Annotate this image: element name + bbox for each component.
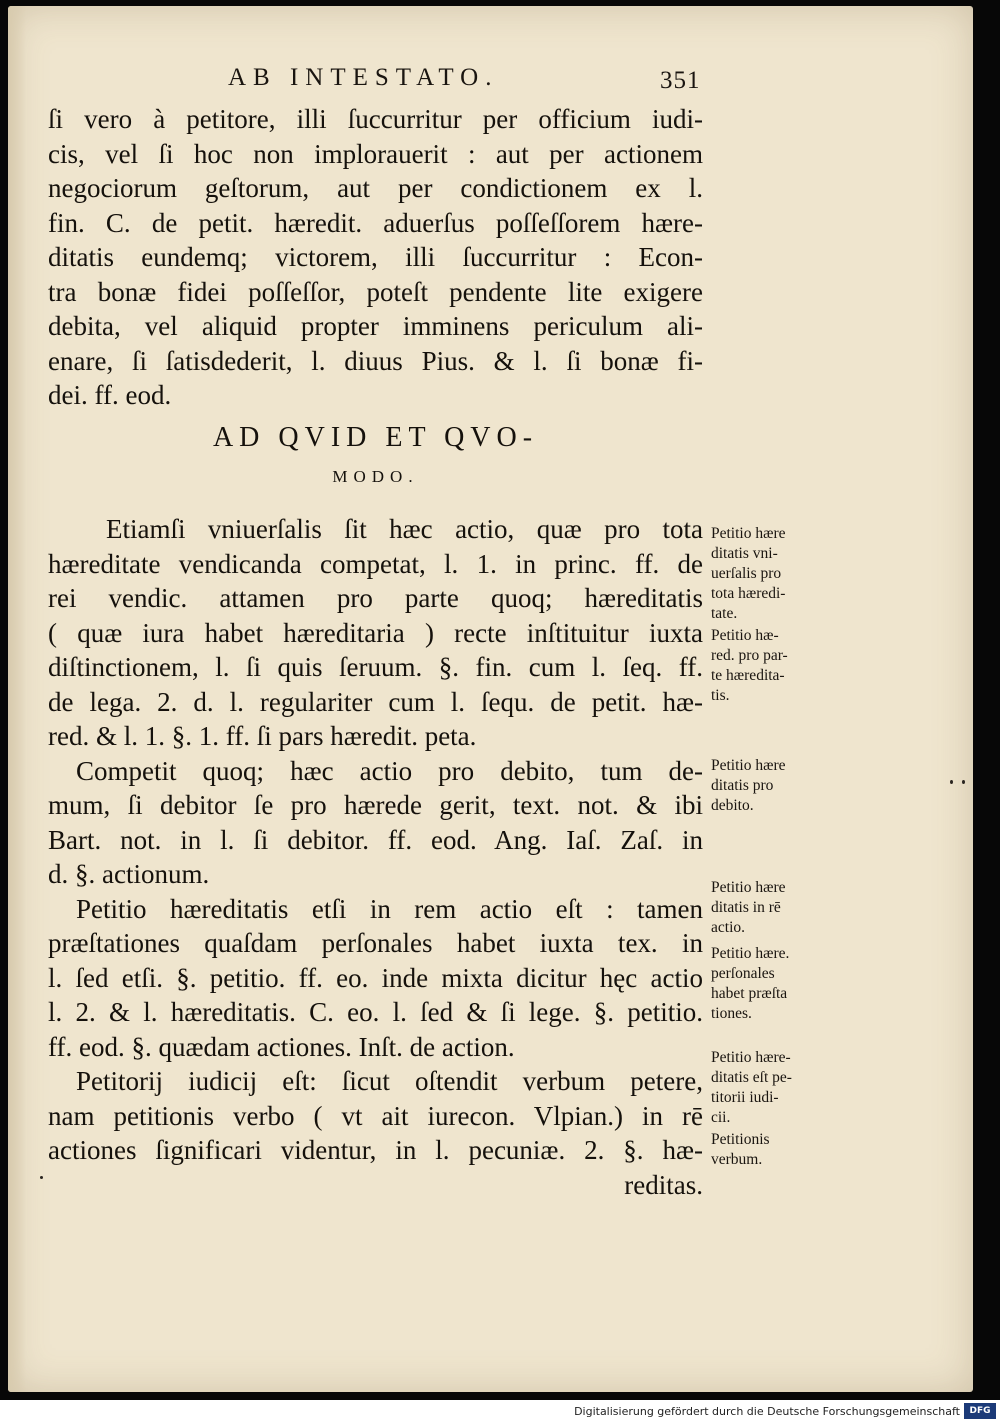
text-line: debita, vel aliquid propter imminens periculum ali-: [48, 311, 703, 341]
catchword: reditas.: [624, 1169, 703, 1200]
section-heading-line: AD QVID ET QVO-: [212, 422, 539, 453]
text-line: actiones ſignificari videntur, in l. pecuniæ. 2. §. hæ-: [48, 1135, 703, 1165]
marginal-note-line: Petitionis: [711, 1131, 770, 1148]
marginal-note-line: Petitio hære: [711, 879, 786, 896]
marginal-note-line: Petitio hære: [711, 525, 786, 542]
marginal-note: [711, 626, 841, 706]
text-line: red. & l. 1. §. 1. ff. ſi pars hæredit. peta.: [48, 721, 477, 751]
text-line: fin. C. de petit. hæredit. aduerſus poſſeſſorem hære-: [48, 207, 703, 238]
marginal-note: [711, 1048, 841, 1128]
marginal-note-line: habet præſta: [711, 985, 788, 1002]
footer-credit: Digitalisierung gefördert durch die Deutsche Forschungsgemeinschaft: [574, 1405, 960, 1418]
text-line: dei. ff. eod.: [48, 380, 172, 410]
text-line: negociorum geſtorum, aut per condictionem ex l.: [48, 173, 703, 203]
marginal-note-line: verbum.: [711, 1151, 763, 1168]
ink-speck: [950, 780, 953, 784]
marginal-note-line: ditatis pro: [711, 777, 774, 794]
marginal-note-line: ditatis eſt pe-: [711, 1069, 792, 1086]
text-line: Etiamſi vniuerſalis ſit hæc actio, quæ pro tota: [106, 514, 703, 544]
marginal-note: [711, 944, 841, 1024]
text-line: mum, ſi debitor ſe pro hærede gerit, text. not. & ibi: [48, 790, 703, 820]
marginal-note-line: debito.: [711, 797, 754, 814]
marginal-note-line: Petitio hære-: [711, 1049, 791, 1066]
text-line: nam petitionis verbo ( vt ait iurecon. Vlpian.) in rē: [48, 1100, 703, 1131]
marginal-note-line: Petitio hære.: [711, 945, 790, 962]
marginal-note-line: tiones.: [711, 1005, 752, 1022]
running-head: [228, 64, 748, 98]
text-line: ſi vero à petitore, illi ſuccurritur per officium iudi-: [48, 104, 703, 134]
text-line: enare, ſi ſatisdederit, l. diuus Pius. & l. ſi bonæ fi-: [48, 345, 703, 376]
marginal-note-line: te hæredita-: [711, 667, 785, 684]
text-line: diſtinctionem, l. ſi quis ſeruum. §. fin. cum l. ſeq. ff.: [48, 652, 703, 682]
dfg-logo: DFG: [964, 1403, 996, 1419]
paragraph-top: [48, 102, 703, 413]
text-line: ( quæ iura habet hæreditaria ) recte inſtituitur iuxta: [48, 617, 703, 648]
marginal-note-line: tota hæredi-: [711, 585, 786, 602]
page-number: 351: [660, 67, 701, 94]
text-line: rei vendic. attamen pro parte quoq; hæreditatis: [48, 583, 703, 613]
text-line: tra bonæ fidei poſſeſſor, poteſt pendente lite exigere: [48, 276, 703, 307]
footer-bar: [0, 1400, 1000, 1424]
marginal-note-line: ditatis vni-: [711, 545, 778, 562]
text-line: Petitorij iudicij eſt: ſicut oſtendit verbum petere,: [76, 1066, 703, 1096]
text-line: cis, vel ſi hoc non implorauerit : aut per actionem: [48, 138, 703, 169]
page-gutter-shadow: [8, 6, 26, 1392]
text-line: ditatis eundemq; victorem, illi ſuccurritur : Econ-: [48, 242, 703, 272]
text-line: præſtationes quaſdam perſonales habet iuxta tex. in: [48, 928, 703, 958]
ink-speck: [962, 780, 965, 784]
marginal-note-line: Petitio hære: [711, 757, 786, 774]
text-line: d. §. actionum.: [48, 859, 210, 889]
text-line: hæreditate vendicanda competat, l. 1. in princ. ff. de: [48, 548, 703, 579]
book-page: [8, 6, 973, 1392]
text-line: ff. eod. §. quædam actiones. Inſt. de action.: [48, 1031, 515, 1062]
marginal-note: [711, 1130, 841, 1170]
marginal-note-line: titorii iudi-: [711, 1089, 779, 1106]
marginal-note-line: tis.: [711, 687, 730, 704]
paragraph-main: [48, 512, 703, 1202]
marginal-note: [711, 878, 841, 938]
marginal-note-line: actio.: [711, 919, 745, 936]
text-line: Petitio hæreditatis etſi in rem actio eſt : tamen: [76, 893, 703, 924]
text-line: de lega. 2. d. l. regulariter cum l. ſequ. de petit. hæ-: [48, 686, 703, 717]
marginal-note-line: tate.: [711, 605, 738, 622]
text-line: l. ſed etſi. §. petitio. ff. eo. inde mixta dicitur hęc actio: [48, 962, 703, 993]
text-line: l. 2. & l. hæreditatis. C. eo. l. ſed & ſi lege. §. petitio.: [48, 997, 703, 1027]
ink-speck: [40, 1176, 43, 1179]
marginal-note-line: red. pro par-: [711, 647, 788, 664]
marginal-note-line: Petitio hæ-: [711, 627, 779, 644]
marginal-note: [711, 524, 841, 624]
marginal-note-line: cii.: [711, 1109, 731, 1126]
marginal-note: [711, 756, 841, 816]
text-line: Bart. not. in l. ſi debitor. ff. eod. Ang. Iaſ. Zaſ. in: [48, 824, 703, 855]
text-line: Competit quoq; hæc actio pro debito, tum de-: [76, 755, 703, 786]
marginal-note-line: perſonales: [711, 965, 775, 982]
section-heading: [48, 421, 703, 491]
marginal-note-line: uerſalis pro: [711, 565, 782, 582]
marginal-note-line: ditatis in rē: [711, 899, 781, 916]
section-heading-line: MODO.: [332, 467, 419, 486]
running-title: AB INTESTATO.: [228, 64, 499, 91]
